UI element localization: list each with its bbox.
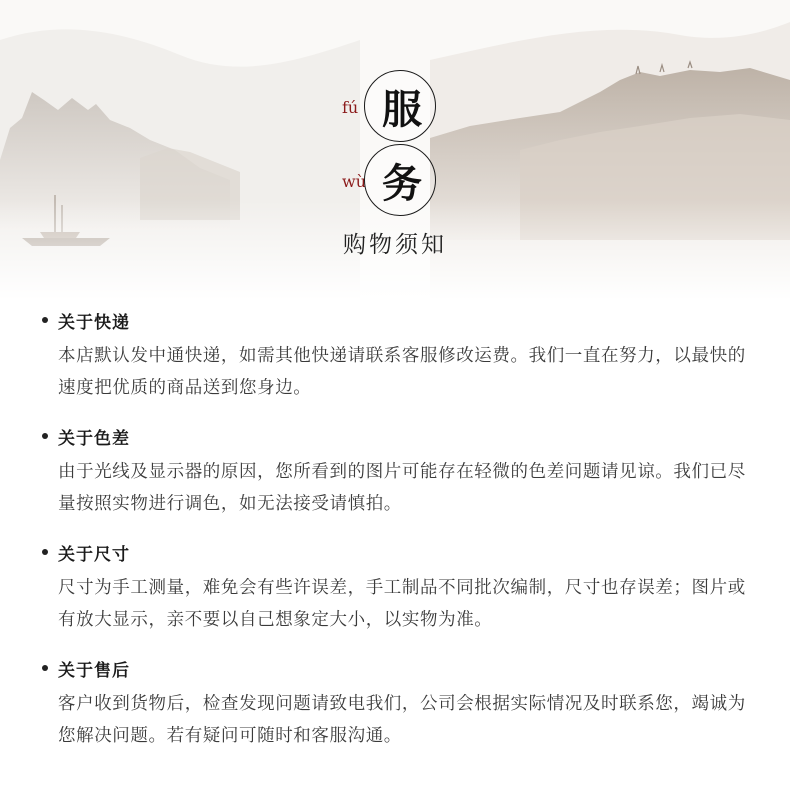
page-subtitle: 购物须知 — [343, 232, 447, 258]
bullet-dot-icon — [42, 433, 48, 439]
pinyin-fu: fú — [342, 98, 359, 117]
section-color-difference — [42, 420, 762, 520]
section-body: 本店默认发中通快递，如需其他快递请联系客服修改运费。我们一直在努力，以最快的速度把优质的商品送到您身边。 — [58, 346, 746, 398]
section-after-sales — [42, 652, 762, 752]
character-fu: 服 — [382, 86, 422, 133]
section-delivery — [42, 304, 762, 404]
section-body: 尺寸为手工测量，难免会有些许误差，手工制品不同批次编制，尺寸也存误差；图片或有放大显示，亲不要以自己想象定大小，以实物为准。 — [58, 578, 746, 630]
section-size — [42, 536, 762, 636]
pinyin-wu: wù — [342, 172, 366, 191]
section-body: 客户收到货物后，检查发现问题请致电我们，公司会根据实际情况及时联系您，竭诚为您解决问题。若有疑问可随时和客服沟通。 — [58, 694, 746, 746]
bullet-dot-icon — [42, 549, 48, 555]
bullet-dot-icon — [42, 665, 48, 671]
section-title: 关于售后 — [58, 660, 130, 681]
title-block — [0, 62, 790, 272]
section-title: 关于尺寸 — [58, 544, 130, 565]
section-title: 关于色差 — [58, 428, 130, 449]
section-body: 由于光线及显示器的原因，您所看到的图片可能存在轻微的色差问题请见谅。我们已尽量按照实物进行调色，如无法接受请慎拍。 — [58, 462, 746, 514]
bullet-dot-icon — [42, 317, 48, 323]
section-title: 关于快递 — [58, 312, 130, 333]
character-wu: 务 — [382, 160, 422, 207]
